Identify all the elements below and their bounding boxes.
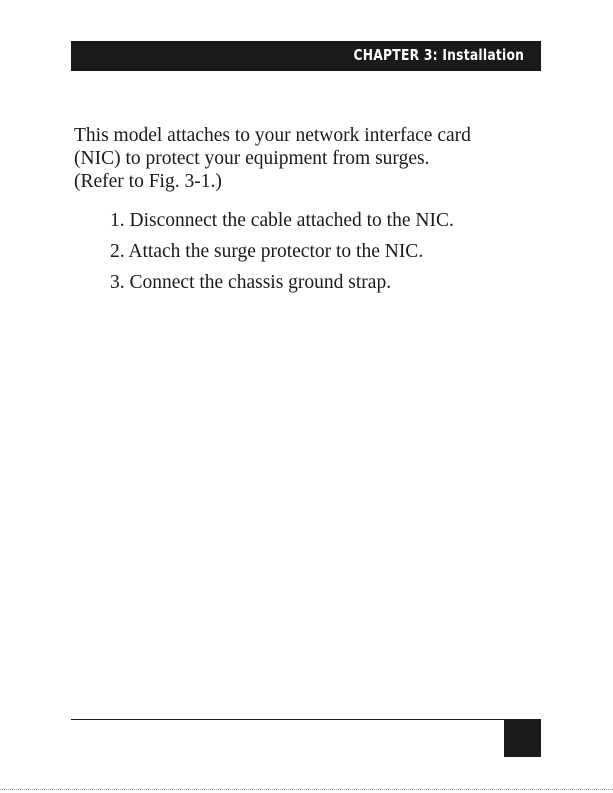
step-item: 3. Connect the chassis ground strap. — [110, 272, 392, 293]
intro-line: (Refer to Fig. 3-1.) — [74, 171, 222, 192]
intro-line: This model attaches to your network interface card — [74, 125, 471, 146]
step-item: 1. Disconnect the cable attached to the NIC. — [110, 210, 454, 231]
step-item: 2. Attach the surge protector to the NIC. — [110, 241, 424, 262]
page-number-box — [504, 720, 541, 757]
intro-line: (NIC) to protect your equipment from surges. — [74, 148, 430, 169]
chapter-header-bar — [71, 41, 541, 71]
installation-steps — [110, 205, 454, 298]
intro-paragraph — [74, 124, 544, 193]
page-edge-dotted-line — [0, 789, 613, 790]
footer-rule — [71, 719, 541, 720]
chapter-title: CHAPTER 3: Installation — [353, 46, 524, 64]
